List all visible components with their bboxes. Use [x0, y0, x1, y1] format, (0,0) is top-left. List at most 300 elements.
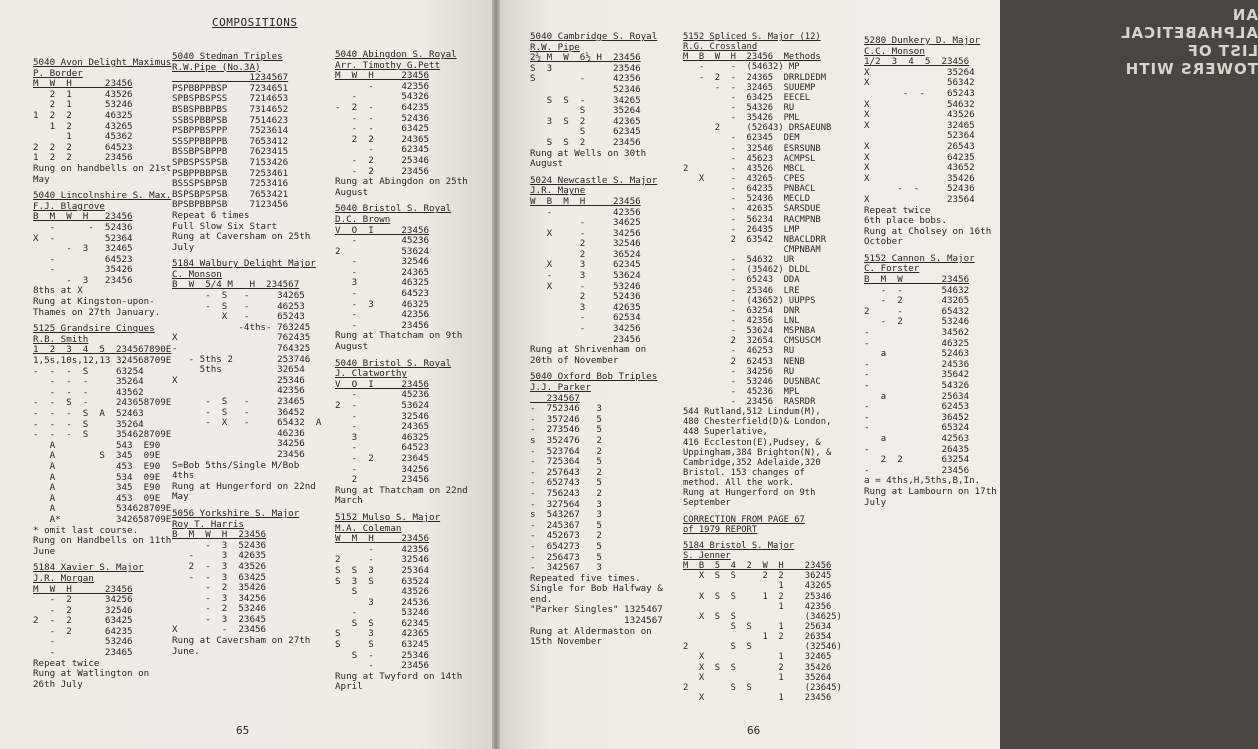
- composition-row: 2 - 43526 MBCL: [683, 163, 805, 174]
- composition-row: S S - 34265: [530, 94, 641, 106]
- composition-row: A 453 09E: [33, 492, 161, 504]
- composition-row: 23456: [172, 448, 305, 460]
- composition-row: 2 S S (32546): [683, 642, 842, 653]
- composition-row: X 64235: [864, 151, 975, 163]
- composition-row: M B W H 23456 Methods: [683, 52, 821, 63]
- composition-block: [335, 204, 485, 352]
- composition-block: [172, 509, 322, 657]
- composition-row: a 25634: [864, 390, 970, 402]
- composition-note: 4ths: [172, 470, 195, 482]
- composition-row: - 34625: [530, 217, 641, 229]
- composition-row: X 43652: [864, 162, 975, 174]
- composition-row: - 3 46325: [335, 298, 430, 310]
- composition-note: * omit last course.: [33, 524, 139, 536]
- composition-note: Bristol. 153 changes of: [683, 468, 805, 479]
- composition-row: - 34256 RU: [683, 366, 795, 377]
- composition-title: CORRECTION FROM PAGE 67: [683, 514, 805, 525]
- composition-row: - 452673 2: [530, 530, 602, 542]
- composition-row: - - 32465 SUUEMP: [683, 82, 816, 93]
- composition-row: - 756243 2: [530, 487, 602, 499]
- composition-row: - 62453: [864, 401, 970, 413]
- composition-row: - 46253 RU: [683, 346, 795, 357]
- composition-row: - 523764 2: [530, 445, 602, 457]
- composition-row: 3 24536: [335, 596, 430, 608]
- composer-name: D.C. Brown: [335, 213, 391, 225]
- composition-row: SSSPPBBPPB 7653412: [172, 135, 289, 147]
- composition-row: SPBSPSSPSB 7153426: [172, 156, 289, 168]
- composition-row: - 257643 2: [530, 466, 602, 478]
- composition-note: Rung at Caversham on 27th: [172, 635, 311, 647]
- composer-name: R.G. Crossland: [683, 42, 758, 53]
- composition-row: PSBPPBSPPP 7523614: [172, 125, 289, 137]
- composition-row: 42356: [172, 385, 305, 397]
- composition-row: SPBSPBSPSS 7214653: [172, 93, 289, 105]
- composition-row: - 2 23456: [335, 165, 430, 177]
- composition-row: A 543 E90: [33, 439, 161, 451]
- composition-row: 2 23456: [335, 474, 430, 486]
- composition-row: A S 345 09E: [33, 450, 161, 462]
- composer-name: R.B. Smith: [33, 333, 89, 345]
- composition-title: 5056 Yorkshire S. Major: [172, 507, 300, 519]
- composition-block: [683, 32, 853, 509]
- composition-block: [33, 563, 163, 690]
- composition-row: - - - S 63254: [33, 365, 144, 377]
- composition-row: 2 1 43526: [33, 88, 133, 100]
- composition-row: - 54326: [335, 91, 430, 103]
- composition-note: end.: [530, 593, 553, 605]
- composition-row: - 5ths 2 253746: [172, 353, 311, 365]
- composition-note: Rung at Hungerford on 9th: [683, 488, 816, 499]
- composition-note: 480 Chesterfield(D)& London,: [683, 417, 832, 428]
- composition-row: a 42563: [864, 432, 970, 444]
- composition-row: - 42356: [335, 309, 430, 321]
- composition-row: 52346: [530, 83, 641, 95]
- composition-note: Rung at Thatcham on 9th: [335, 330, 463, 342]
- composition-row: - 35426: [33, 264, 133, 276]
- composition-row: 2 2 24365: [335, 133, 430, 145]
- composition-row: - 35642: [864, 369, 970, 381]
- composition-row: S S 63245: [335, 639, 430, 651]
- composition-row: -4ths- 763245: [172, 321, 311, 333]
- composition-row: - 23456: [864, 464, 970, 476]
- composition-row: - 64523: [335, 442, 430, 454]
- composition-row: X 32465: [864, 119, 975, 131]
- composition-row: - - 52436: [335, 112, 430, 124]
- composition-row: W B M H 23456: [530, 195, 641, 207]
- composition-row: M W H 23456: [33, 78, 133, 90]
- composition-row: 2 2 2 64523: [33, 141, 133, 153]
- composition-row: - 23465: [33, 647, 133, 659]
- composition-row: M B 5 4 2 W H 23456: [683, 561, 832, 572]
- composition-block: [335, 513, 485, 693]
- composer-name: Roy T. Harris: [172, 518, 244, 530]
- composition-block: [33, 323, 172, 557]
- composition-note: method. All the work.: [683, 478, 795, 489]
- composition-row: X 56342: [864, 77, 975, 89]
- composition-row: 1 43265: [683, 581, 832, 592]
- right-column-1: [530, 32, 680, 654]
- composition-row: - 65324: [864, 422, 970, 434]
- composition-row: PSBPPBBPSB 7253461: [172, 167, 289, 179]
- composition-row: - 23456: [335, 660, 430, 672]
- composition-row: - 45236: [335, 389, 430, 401]
- composition-row: - 53246 DUSNBAC: [683, 376, 821, 387]
- composition-row: 2 62453 NENB: [683, 356, 805, 367]
- composition-row: A 534628709E: [33, 503, 172, 515]
- composition-row: - 245367 5: [530, 519, 602, 531]
- composition-row: 2 - 2 63425: [33, 615, 133, 627]
- composition-note: Repeat twice: [33, 657, 100, 669]
- composition-note: 448 Superlative,: [683, 427, 768, 438]
- composition-row: - 24365: [335, 421, 430, 433]
- composition-row: - - 52436: [864, 183, 975, 195]
- composition-row: 2 52436: [530, 291, 641, 303]
- composition-row: - 62534: [530, 312, 641, 324]
- composition-row: - 2 23645: [335, 452, 430, 464]
- composition-note: "Parker Singles" 1325467: [530, 604, 663, 616]
- composition-note: Rung at Lambourn on 17th: [864, 485, 997, 497]
- composition-note: Repeat twice: [864, 204, 931, 216]
- composition-block: [864, 254, 998, 508]
- composer-name: F.J. Blagrove: [33, 200, 105, 212]
- composer-name: M.A. Coleman: [335, 522, 402, 534]
- composition-row: 1234567: [172, 72, 289, 84]
- left-page: [0, 0, 492, 749]
- composition-row: 1 2 2 46325: [33, 109, 133, 121]
- composition-row: - 3 53624: [530, 270, 641, 282]
- right-page: [500, 0, 1258, 749]
- composition-row: 46236: [172, 427, 305, 439]
- composition-row: - 36452: [864, 411, 970, 423]
- composition-row: S - 42356: [530, 73, 641, 85]
- composition-row: X 54632: [864, 98, 975, 110]
- composition-row: - 2 35426: [172, 582, 267, 594]
- composition-block: [530, 32, 680, 170]
- composition-row: - - 65243: [864, 87, 975, 99]
- composition-row: - - - S 354628709E: [33, 429, 172, 441]
- right-column-3: [864, 36, 998, 514]
- composition-row: - 3 52436: [172, 539, 267, 551]
- composition-row: B W 5/4 M H 234567: [172, 279, 300, 291]
- composition-note: June.: [172, 645, 200, 657]
- composition-row: - X - 65432 A: [172, 417, 322, 429]
- composition-row: - 53246: [33, 636, 133, 648]
- composition-note: 20th of November: [530, 354, 619, 366]
- composition-row: s 543267 3: [530, 509, 602, 521]
- composition-row: - - - S A 52463: [33, 408, 144, 419]
- composition-row: - 256473 5: [530, 551, 602, 563]
- composition-note: March: [335, 495, 363, 507]
- composition-row: BSSSPSBPSB 7253416: [172, 178, 289, 190]
- composition-row: - 46325: [864, 337, 970, 349]
- composition-row: S - 25346: [335, 649, 430, 661]
- composition-block: [335, 359, 485, 507]
- composition-row: - - 54632: [864, 284, 970, 296]
- composition-block: [683, 541, 853, 703]
- composition-row: 2 1 53246: [33, 99, 133, 111]
- composition-row: - 273546 5: [530, 424, 602, 436]
- composition-row: 1 42356: [683, 601, 832, 612]
- composition-row: A* 342658709E: [33, 513, 172, 525]
- composition-row: - 32546: [335, 410, 430, 422]
- composer-name: R.W. Pipe: [530, 41, 580, 53]
- composition-row: - (35462) DLDL: [683, 265, 811, 276]
- composition-row: X 25346: [172, 374, 305, 386]
- composition-row: - 32546: [335, 256, 430, 268]
- composition-row: - 45236 MPL: [683, 386, 800, 397]
- composition-row: CMPNBAM: [683, 244, 821, 255]
- composition-note: July: [172, 241, 195, 253]
- composition-row: - 34256: [335, 463, 430, 475]
- composition-note: Rung at Aldermaston on: [530, 625, 652, 637]
- composition-row: A 453 E90: [33, 460, 161, 472]
- composition-row: - 54326: [864, 380, 970, 391]
- composition-title: 5040 Bristol S. Royal: [335, 203, 452, 215]
- left-column-1: [33, 57, 172, 696]
- composition-row: - 725364 5: [530, 456, 602, 468]
- composition-note: S=Bob 5ths/Single M/Bob: [172, 459, 300, 471]
- composition-note: Rung at Thatcham on 22nd: [335, 484, 468, 496]
- composition-row: 3 42635: [530, 301, 641, 313]
- page-heading: COMPOSITIONS: [212, 16, 298, 29]
- right-column-2: [683, 32, 853, 709]
- composition-row: - 2 53246: [864, 316, 970, 328]
- composition-note: 26th July: [33, 678, 83, 690]
- composition-row: - - (54632) MP: [683, 62, 800, 73]
- composition-row: X - 23456: [172, 624, 267, 636]
- composition-block: [33, 190, 172, 318]
- composition-row: - 54632 UR: [683, 255, 795, 266]
- composition-row: - 2 32546: [33, 604, 133, 616]
- composition-row: - 25346 LRE: [683, 285, 800, 296]
- composition-row: X - 52364: [33, 232, 133, 244]
- composition-row: - 652743 5: [530, 477, 602, 489]
- composition-row: 23456: [530, 333, 641, 345]
- composition-row: S S 62345: [335, 617, 430, 629]
- composition-row: - 64523: [33, 253, 133, 265]
- left-column-3: [335, 50, 485, 699]
- composition-block: [683, 515, 853, 535]
- composition-row: S 3 23546: [530, 62, 641, 74]
- composition-note: Repeated five times.: [530, 572, 641, 584]
- composition-row: s 352476 2: [530, 434, 602, 446]
- composition-note: Single for Bob Halfway &: [530, 583, 663, 595]
- composition-row: - 24365: [335, 266, 430, 278]
- composition-row: B M W H 23456: [33, 211, 133, 223]
- composition-row: - 3 34256: [172, 592, 267, 604]
- composition-row: - 53246: [335, 607, 430, 619]
- composition-row: X - 65243: [172, 311, 305, 323]
- composition-title: 5152 Mulso S. Major: [335, 511, 441, 523]
- composition-row: S S 2 23456: [530, 136, 641, 148]
- composition-note: Full Slow Six Start: [172, 220, 278, 232]
- composer-name: J.R. Mayne: [530, 185, 586, 197]
- composition-row: A 534 09E: [33, 471, 161, 483]
- composition-row: V O I 23456: [335, 224, 430, 236]
- composition-note: 8ths at X: [33, 285, 83, 297]
- composition-row: X 43526: [864, 109, 975, 121]
- composition-note: May: [33, 173, 50, 185]
- composition-row: X - 43265 CPES: [683, 173, 805, 184]
- composition-row: 2 53624: [335, 245, 430, 257]
- composition-row: 234567: [530, 392, 580, 404]
- composition-row: - 62345: [335, 144, 430, 156]
- composition-row: M W H 23456: [33, 583, 133, 595]
- composition-note: Uppingham,384 Brighton(N), &: [683, 447, 832, 458]
- composition-note: June: [33, 545, 56, 557]
- composition-row: 1 2 26354: [683, 632, 832, 643]
- book-gutter: [492, 0, 500, 749]
- composition-row: - 42635 SARSDUE: [683, 204, 821, 215]
- composition-row: - 23456: [335, 319, 430, 331]
- composition-row: - 65243 DDA: [683, 275, 800, 286]
- composition-row: 2 36524: [530, 248, 641, 260]
- composition-block: [33, 57, 172, 185]
- composition-row: - S - 36452: [172, 406, 305, 418]
- composition-row: - 752346 3: [530, 403, 602, 415]
- composition-note: Rung at Kingston-upon-: [33, 296, 155, 308]
- composition-row: - 34562: [864, 327, 970, 339]
- composition-row: S S 3 25364: [335, 564, 430, 576]
- composition-row: S 3 S 63524: [335, 575, 430, 587]
- composition-note: Rung at Watlington on: [33, 668, 150, 680]
- composition-row: - 26435: [864, 443, 970, 455]
- composition-row: - 2 - 24365 DRRLDEDM: [683, 72, 826, 83]
- composer-name: R.W.Pipe (No.3A): [172, 61, 261, 73]
- composition-note: Repeat 6 times: [172, 209, 250, 221]
- composition-row: - 3 42635: [172, 550, 267, 562]
- composition-row: BSPSBPSPSB 7653421: [172, 188, 289, 200]
- composition-row: - 63254 DNR: [683, 305, 800, 316]
- composition-row: X 23564: [864, 193, 975, 205]
- composition-row: X S S 2 2 36245: [683, 571, 832, 582]
- composition-row: X - 53246: [530, 280, 641, 292]
- composition-row: - 654273 5: [530, 540, 602, 552]
- composition-block: [172, 259, 322, 503]
- composition-row: 5ths 32654: [172, 364, 305, 376]
- composition-note: 416 Eccleston(E),Pudsey, &: [683, 437, 821, 448]
- composition-title: 5040 Lincolnshire S. Max.: [33, 190, 172, 202]
- composition-row: - - - 35264: [33, 376, 144, 388]
- composition-row: 2 63542 NBACLDRR: [683, 234, 826, 245]
- composer-name: C. Monson: [172, 268, 222, 280]
- composition-row: X 26543: [864, 140, 975, 152]
- composition-row: S 35264: [530, 105, 641, 117]
- composition-note: 544 Rutland,512 Lindum(M),: [683, 407, 821, 418]
- composition-row: - 357246 5: [530, 413, 602, 425]
- composition-row: BSSBPSBPPB 7623415: [172, 146, 289, 158]
- composition-note: August: [530, 158, 564, 170]
- composition-row: BPSBPBBPSB 7123456: [172, 199, 289, 211]
- composition-note: October: [864, 236, 903, 248]
- page-number-right: 66: [747, 724, 761, 737]
- composition-note: May: [172, 491, 189, 503]
- composition-row: 3 S 2 42365: [530, 115, 641, 127]
- composition-row: 2 32654 CMSUSCM: [683, 336, 821, 347]
- composition-title: 5040 Cambridge S. Royal: [530, 31, 658, 42]
- composition-row: 2 - 32546: [335, 554, 430, 566]
- composition-row: a 52463: [864, 348, 970, 360]
- composition-row: - 42356: [530, 206, 641, 218]
- composition-row: - 64523: [335, 288, 430, 300]
- bleed-through-text: AN ALPHABETICAL LIST OF TOWERS WITH: [1120, 6, 1258, 78]
- composition-row: X - 34256: [530, 227, 641, 239]
- composition-row: - (43652) UUPPS: [683, 295, 816, 306]
- composition-row: 2 32546: [530, 238, 641, 250]
- composition-block: [864, 36, 998, 248]
- composition-title: 5280 Dunkery D. Major: [864, 35, 981, 46]
- composer-name: J.J. Parker: [530, 382, 591, 393]
- composer-name: C. Forster: [864, 263, 920, 275]
- composition-row: V O I 23456: [335, 378, 430, 390]
- composer-name: of 1979 REPORT: [683, 524, 758, 535]
- composition-row: - 24536: [864, 358, 970, 370]
- composition-row: - 45623 ACMPSL: [683, 153, 816, 164]
- composition-row: - 45236: [335, 235, 430, 247]
- composition-row: X 35426: [864, 172, 975, 184]
- composition-row: X 1 23456: [683, 693, 832, 703]
- composition-row: S S 1 25634: [683, 622, 832, 633]
- composition-row: 1/2 3 4 5 23456: [864, 56, 970, 68]
- composition-row: - 54326 RU: [683, 102, 795, 113]
- composition-row: 3 46325: [335, 431, 430, 443]
- composition-row: 1 2 2 23456: [33, 152, 133, 164]
- page-number-left: 65: [236, 724, 250, 737]
- left-column-2: [172, 52, 322, 663]
- composition-note: Rung on handbells on 21st: [33, 162, 172, 174]
- composition-row: - 342567 3: [530, 562, 602, 574]
- composition-row: - - 3 63425: [172, 571, 267, 583]
- composition-row: BSBSPBBPBS 7314652: [172, 103, 289, 115]
- composition-note: a = 4ths,H,5ths,B,In.: [864, 475, 981, 487]
- composition-title: 5152 Spliced S. Major (12): [683, 32, 821, 42]
- composition-row: - 2 43265: [864, 295, 970, 307]
- composition-note: Rung at Twyford on 14th: [335, 670, 463, 682]
- composition-note: Thames on 27th January.: [33, 306, 161, 318]
- composition-row: - 2 34256: [33, 594, 133, 606]
- composition-row: 2 - 3 43526: [172, 560, 267, 572]
- composition-row: - 42356: [335, 80, 430, 92]
- composition-title: 5184 Bristol S. Major: [683, 540, 795, 551]
- composition-row: 2½ M W 6½ H 23456: [530, 52, 641, 64]
- composition-row: - 42356: [335, 543, 430, 555]
- composition-row: X 762435: [172, 332, 311, 344]
- composition-row: - 42356 LNL: [683, 315, 800, 326]
- composition-row: - 327564 3: [530, 498, 602, 510]
- composition-row: 2 2 63254: [864, 454, 970, 466]
- composition-row: - - - S 35264: [33, 418, 144, 430]
- composition-row: - 2 64235: [33, 625, 133, 637]
- composition-title: 5184 Xavier S. Major: [33, 562, 144, 574]
- composition-row: S 62345: [530, 126, 641, 138]
- composition-note: Rung at Abingdon on 25th: [335, 176, 468, 188]
- composition-title: 5040 Bristol S. Royal: [335, 357, 452, 369]
- composition-note: August: [335, 186, 369, 198]
- composition-row: S 3 42365: [335, 628, 430, 640]
- composition-note: Rung on Handbells on 11th: [33, 535, 172, 547]
- composition-row: - - S - 243658709E: [33, 397, 172, 409]
- composition-row: - 62345 DEM: [683, 133, 800, 144]
- composition-row: - S - 46253: [172, 300, 305, 312]
- composer-name: J. Clatworthy: [335, 368, 407, 380]
- composer-name: Arr. Timothy G.Pett: [335, 59, 441, 71]
- composition-title: 5184 Walbury Delight Major: [172, 258, 316, 270]
- composition-row: S 43526: [335, 586, 430, 598]
- composition-note: Rung at Wells on 30th: [530, 147, 647, 159]
- composition-note: Rung at Hungerford on 22nd: [172, 480, 316, 492]
- composer-name: P. Border: [33, 67, 83, 79]
- composition-row: M W H 23456: [335, 70, 430, 82]
